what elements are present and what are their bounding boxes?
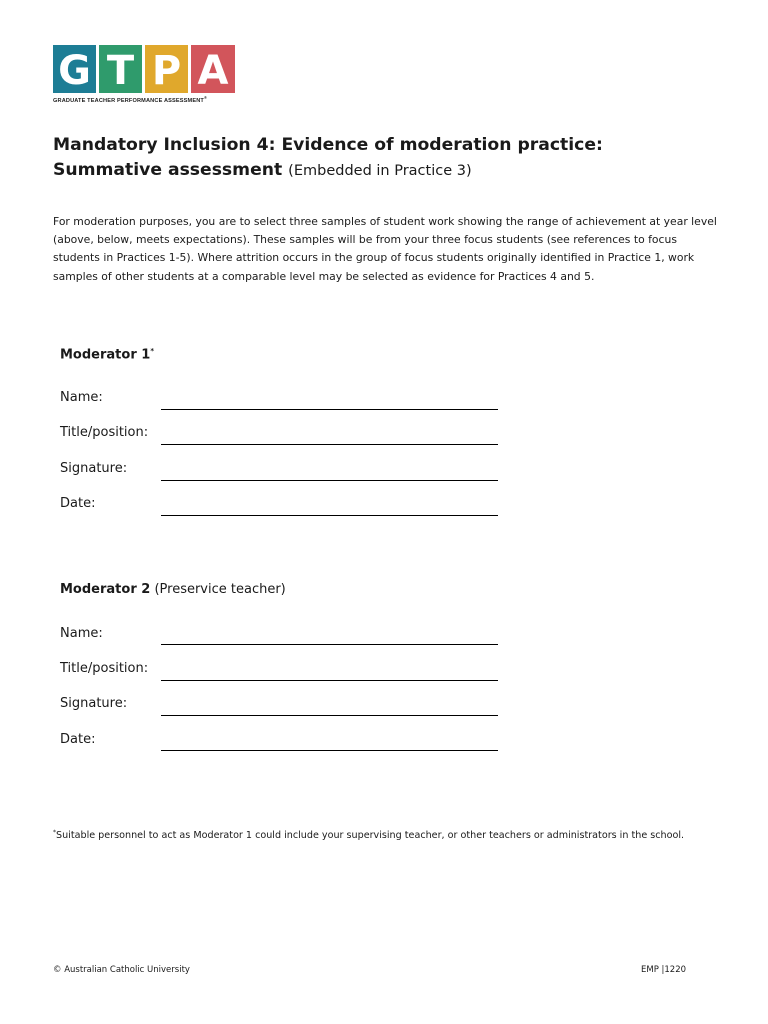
moderator-1-name-line[interactable]: [161, 409, 498, 410]
footer-document-code: EMP |1220: [641, 965, 687, 975]
moderator-1-title-label: Title/position:: [60, 425, 149, 440]
moderator-1-date-label: Date:: [60, 496, 96, 511]
logo-subtitle: GRADUATE TEACHER PERFORMANCE ASSESSMENT®: [53, 95, 208, 104]
moderator-2-signature-line[interactable]: [161, 715, 498, 716]
moderator-2-title-label: Title/position:: [60, 661, 149, 676]
moderator-1-heading: [60, 347, 154, 362]
moderator-1-title-line[interactable]: [161, 444, 498, 445]
footnote-marker: *: [53, 829, 56, 836]
moderator-1-signature-line[interactable]: [161, 480, 498, 481]
moderator-1-date-line[interactable]: [161, 515, 498, 516]
footnote-text: Suitable personnel to act as Moderator 1 could include your supervising teacher, or other teachers or administrators in the school.: [56, 830, 685, 842]
footnote: [53, 829, 684, 841]
moderator-2-name-line[interactable]: [161, 644, 498, 645]
footer-copyright: © Australian Catholic University: [53, 965, 190, 975]
logo-tile-a: A: [191, 45, 235, 93]
page-title-subtitle: (Embedded in Practice 3): [288, 163, 472, 179]
logo-tile-p: P: [145, 45, 188, 93]
moderator-1-title: Moderator 1: [60, 347, 151, 363]
moderator-2-date-label: Date:: [60, 732, 96, 747]
moderator-1-name-label: Name:: [60, 390, 103, 405]
moderator-2-signature-label: Signature:: [60, 696, 128, 711]
intro-paragraph: For moderation purposes, you are to select three samples of student work showing the range of achievement at year level (above, below, meets expectations). These samples will be from your three focus students (see references to focus students in Practices 1-5). Where attrition occurs in the group of focus students originally identified in Practice 1, work samples of other students at a comparable level may be selected as evidence for Practices 4 and 5.: [53, 215, 717, 283]
gtpa-logo: [53, 45, 235, 104]
logo-tile-g: G: [53, 45, 96, 93]
registered-mark: ®: [203, 95, 208, 100]
page-title-text: Mandatory Inclusion 4: Evidence of moderation practice: Summative assessment: [53, 135, 603, 180]
page-title: [53, 133, 713, 184]
moderator-2-title-line[interactable]: [161, 680, 498, 681]
footnote-marker: *: [150, 347, 154, 355]
moderator-2-note: (Preservice teacher): [154, 582, 286, 597]
logo-tiles: [53, 45, 235, 93]
moderator-2-heading: [60, 582, 286, 597]
logo-tile-t: T: [99, 45, 142, 93]
moderator-2-name-label: Name:: [60, 626, 103, 641]
moderator-1-signature-label: Signature:: [60, 461, 128, 476]
moderator-2-date-line[interactable]: [161, 750, 498, 751]
moderator-2-title: Moderator 2: [60, 582, 151, 597]
